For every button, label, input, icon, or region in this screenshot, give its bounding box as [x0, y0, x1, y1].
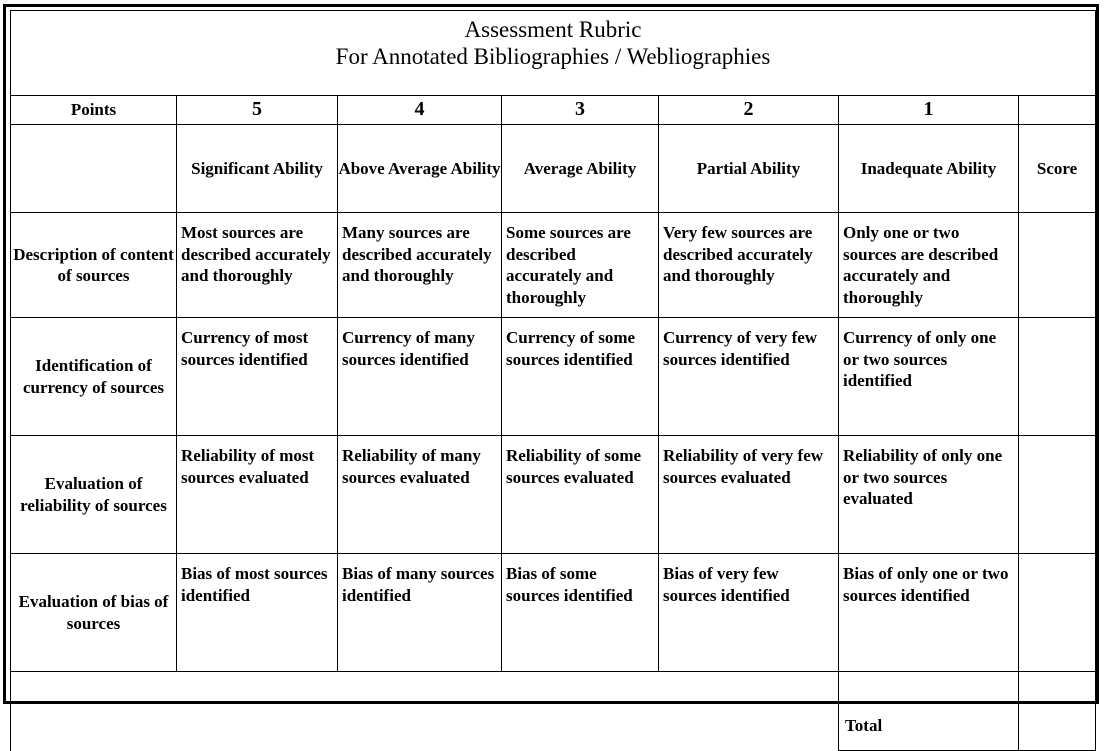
points-1: 1 — [839, 96, 1019, 125]
criterion-cell: Currency of only one or two sources identified — [839, 318, 1019, 436]
ability-label-blank — [11, 125, 177, 213]
criterion-label: Description of content of sources — [11, 213, 177, 318]
points-2: 2 — [659, 96, 839, 125]
criterion-cell: Reliability of some sources evaluated — [502, 436, 659, 554]
points-5: 5 — [177, 96, 338, 125]
total-label: Total — [839, 672, 1019, 751]
ability-significant: Significant Ability — [177, 125, 338, 213]
criterion-cell: Reliability of very few sources evaluated — [659, 436, 839, 554]
criterion-cell: Reliability of many sources evaluated — [338, 436, 502, 554]
criterion-cell: Bias of only one or two sources identified — [839, 554, 1019, 672]
rubric-title — [11, 11, 1096, 96]
points-row — [11, 96, 1096, 125]
criterion-cell: Currency of many sources identified — [338, 318, 502, 436]
criterion-cell: Currency of very few sources identified — [659, 318, 839, 436]
criterion-row-description — [11, 213, 1096, 318]
rubric-title-line-2: For Annotated Bibliographies / Webliographies — [335, 44, 771, 69]
score-cell[interactable] — [1019, 554, 1096, 672]
criterion-cell: Reliability of only one or two sources evaluated — [839, 436, 1019, 554]
points-label: Points — [11, 96, 177, 125]
criterion-cell: Currency of some sources identified — [502, 318, 659, 436]
criterion-cell: Bias of many sources identified — [338, 554, 502, 672]
rubric-title-line-1: Assessment Rubric — [464, 17, 642, 42]
criterion-label: Identification of currency of sources — [11, 318, 177, 436]
criterion-cell: Bias of most sources identified — [177, 554, 338, 672]
total-row — [11, 672, 1096, 751]
ability-above-average: Above Average Ability — [338, 125, 502, 213]
total-row-blank — [11, 672, 839, 751]
criterion-label: Evaluation of reliability of sources — [11, 436, 177, 554]
criterion-cell: Bias of very few sources identified — [659, 554, 839, 672]
criterion-cell: Many sources are described accurately and thoroughly — [338, 213, 502, 318]
score-header: Score — [1019, 125, 1096, 213]
criterion-row-currency — [11, 318, 1096, 436]
ability-row — [11, 125, 1096, 213]
criterion-cell: Bias of some sources identified — [502, 554, 659, 672]
total-score-cell[interactable] — [1019, 672, 1096, 751]
score-cell[interactable] — [1019, 436, 1096, 554]
criterion-cell: Only one or two sources are described accurately and thoroughly — [839, 213, 1019, 318]
points-4: 4 — [338, 96, 502, 125]
criterion-cell: Some sources are described accurately and thoroughly — [502, 213, 659, 318]
title-row — [11, 11, 1096, 96]
score-cell[interactable] — [1019, 318, 1096, 436]
points-3: 3 — [502, 96, 659, 125]
criterion-row-reliability — [11, 436, 1096, 554]
ability-average: Average Ability — [502, 125, 659, 213]
ability-partial: Partial Ability — [659, 125, 839, 213]
criterion-label: Evaluation of bias of sources — [11, 554, 177, 672]
criterion-row-bias — [11, 554, 1096, 672]
ability-inadequate: Inadequate Ability — [839, 125, 1019, 213]
criterion-cell: Most sources are described accurately and thoroughly — [177, 213, 338, 318]
score-cell[interactable] — [1019, 213, 1096, 318]
assessment-rubric-table — [10, 10, 1096, 751]
points-score-blank — [1019, 96, 1096, 125]
criterion-cell: Reliability of most sources evaluated — [177, 436, 338, 554]
criterion-cell: Very few sources are described accurately and thoroughly — [659, 213, 839, 318]
criterion-cell: Currency of most sources identified — [177, 318, 338, 436]
